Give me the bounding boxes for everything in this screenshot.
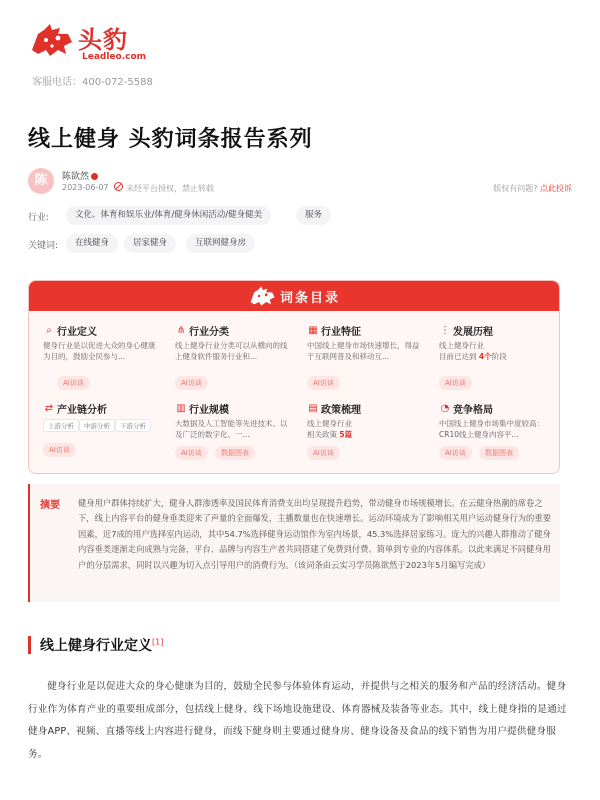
publish-date: 2023-06-07 — [62, 183, 109, 192]
upstream-tag[interactable]: 上游分析 — [43, 419, 79, 432]
ai-interview-pill[interactable]: AI访谈 — [307, 446, 340, 460]
bar-chart-icon: ▥ — [176, 403, 186, 414]
toc-item-title: 行业规模 — [189, 405, 229, 416]
section-title-text: 线上健身行业定义 — [40, 638, 152, 654]
document-icon: ▤ — [308, 403, 318, 414]
ai-interview-pill[interactable]: AI访谈 — [175, 376, 208, 390]
search-icon: ⌕ — [46, 325, 52, 336]
author-badge-icon — [91, 173, 98, 180]
toc-item-title: 产业链分析 — [57, 405, 107, 416]
toc-item-desc: 大数据及人工智能等先进技术、以及广泛的数字化、一... — [175, 419, 288, 439]
data-chart-pill[interactable]: 数据图表 — [215, 446, 255, 460]
copyright-warning: 未经平台授权，禁止转载 — [126, 184, 214, 193]
toc-item-classification[interactable] — [175, 323, 295, 395]
toc-item-features[interactable] — [307, 323, 427, 395]
toc-item-scale[interactable] — [175, 401, 295, 473]
industry-tag[interactable]: 服务 — [296, 206, 331, 225]
abstract-text: 健身用户群体持续扩大，健身人群渗透率及国民体育消费支出均呈现提升趋势，带动健身市场规模增长。在云健身热潮的席卷之下，线上内容平台的健身垂类迎来了声量的全面爆发，主播数量也在快速增长。运动环境成为了影响相关用户运动健身行为的重要因素，近7成的用户选择室内运动，其中54.7%选择健身运动馆作为室内场景，45.3%选择居家练习。庞大的兴趣人群推动了健身内容垂类逐渐走向成熟与完备，平台、品牌与内容生产者共同搭建了免费到付费、简单到专业的内容体系。以此来满足不同健身用户的分层需求，同时以兴趣为切入点引导用户的消费行为。（该词条由云实习学员陈欲然于2023年5月编写完成） — [78, 498, 551, 570]
toc-item-chain[interactable] — [43, 401, 163, 473]
toc-item-desc: 中国线上健身市场快速增长，得益于互联网普及和移动互... — [307, 341, 420, 361]
toc-item-definition[interactable] — [43, 323, 163, 395]
toc-item-desc: 线上健身行业分类可以从横向的线上健身软件服务行业和... — [175, 341, 288, 361]
keyword-row — [28, 234, 572, 254]
keyword-tag[interactable]: 互联网健身房 — [186, 234, 255, 253]
section-title — [40, 635, 163, 655]
industry-row — [28, 206, 572, 226]
toc-header — [29, 281, 559, 311]
data-chart-pill[interactable]: 数据图表 — [479, 446, 519, 460]
section-body: 健身行业是以促进大众的身心健康为目的，鼓励全民参与体验体育运动，并提供与之相关的服务和产品的经济活动。健身行业作为体育产业的重要组成部分，包括线上健身、线下场地设施建设、体育器械及装备等业态。其中，线上健身指的是通过健身APP、视频、直播等线上内容进行健身，而线下健身则主要通过健身房、健身设备及食品的线下销售为用户提供健身服务。 — [28, 681, 567, 760]
toc-item-title: 行业定义 — [57, 327, 97, 338]
toc-item-desc — [307, 418, 425, 440]
ai-interview-pill[interactable]: AI访谈 — [175, 446, 208, 460]
desc-highlight: 4个 — [478, 352, 492, 361]
toc-title: 词条目录 — [280, 291, 341, 306]
midstream-tag[interactable]: 中游分析 — [79, 419, 115, 432]
brand-name-en: Leadleo.com — [82, 52, 147, 62]
author-name-text: 陈欲然 — [62, 172, 90, 182]
abstract-box — [28, 484, 560, 602]
author-avatar[interactable]: 陈 — [28, 168, 54, 194]
report-link[interactable]: 点此投诉 — [540, 184, 572, 193]
keyword-tag[interactable]: 居家健身 — [124, 234, 176, 253]
desc-text: 目前已达到 — [439, 352, 479, 361]
grid-icon: ▦ — [308, 325, 318, 336]
ai-interview-pill[interactable]: AI访谈 — [43, 443, 76, 457]
desc-line: 线上健身行业 — [307, 419, 352, 428]
ai-interview-pill[interactable]: AI访谈 — [439, 446, 472, 460]
keyword-label: 关键词: — [28, 241, 59, 251]
toc-item-competition[interactable] — [439, 401, 559, 473]
desc-highlight: 5篇 — [339, 430, 353, 439]
article-meta — [28, 168, 572, 198]
toc-item-title: 行业特征 — [321, 327, 361, 338]
leadleo-logo[interactable] — [28, 18, 158, 68]
pie-chart-icon: ◔ — [440, 403, 450, 414]
toc-card — [28, 280, 560, 474]
ai-interview-pill[interactable]: AI访谈 — [439, 376, 472, 390]
brand-name-cn: 头豹 — [78, 26, 128, 54]
desc-text: 相关政策 — [307, 430, 340, 439]
header — [28, 18, 572, 86]
prohibited-icon — [114, 182, 123, 191]
toc-item-title: 竞争格局 — [453, 405, 493, 416]
toc-item-history[interactable] — [439, 323, 559, 395]
page-title: 线上健身 头豹词条报告系列 — [28, 127, 313, 152]
author-name[interactable] — [62, 169, 98, 182]
toc-item-desc: 中国线上健身市场集中度较高：CR10线上健身内容平... — [439, 419, 544, 439]
desc-line: 线上健身行业 — [439, 341, 484, 350]
copyright-feedback — [493, 183, 572, 194]
downstream-tag[interactable]: 下游分析 — [115, 419, 151, 432]
reference-link[interactable]: [1] — [152, 637, 164, 647]
toc-body — [29, 311, 559, 474]
chain-icon: ⇄ — [44, 403, 54, 414]
leopard-logo-icon — [28, 20, 74, 60]
industry-tag[interactable]: 文化、体育和娱乐业/体育/健身休闲活动/健身健美 — [66, 206, 271, 225]
abstract-label: 摘要 — [40, 500, 60, 511]
toc-item-title: 政策梳理 — [321, 405, 361, 416]
timeline-icon: ⋮ — [440, 325, 450, 336]
desc-text: 阶段 — [491, 352, 507, 361]
industry-label: 行业: — [28, 213, 50, 223]
nodes-icon: ⋔ — [176, 325, 186, 336]
feedback-prefix: 版权有问题? — [493, 184, 538, 193]
leopard-logo-icon — [248, 284, 276, 308]
toc-item-policy[interactable] — [307, 401, 427, 473]
toc-item-desc — [439, 340, 557, 362]
desc-line — [307, 429, 425, 440]
toc-item-desc: 健身行业是以促进大众的身心健康为目的，鼓励全民参与... — [43, 341, 156, 361]
keyword-tag[interactable]: 在线健身 — [66, 234, 118, 253]
ai-interview-pill[interactable]: AI访谈 — [57, 376, 90, 390]
toc-item-title: 发展历程 — [453, 327, 493, 338]
section-accent-bar — [28, 636, 31, 654]
desc-line — [439, 351, 557, 362]
toc-item-title: 行业分类 — [189, 327, 229, 338]
customer-hotline: 客服电话：400-072-5588 — [32, 77, 153, 88]
ai-interview-pill[interactable]: AI访谈 — [307, 376, 340, 390]
